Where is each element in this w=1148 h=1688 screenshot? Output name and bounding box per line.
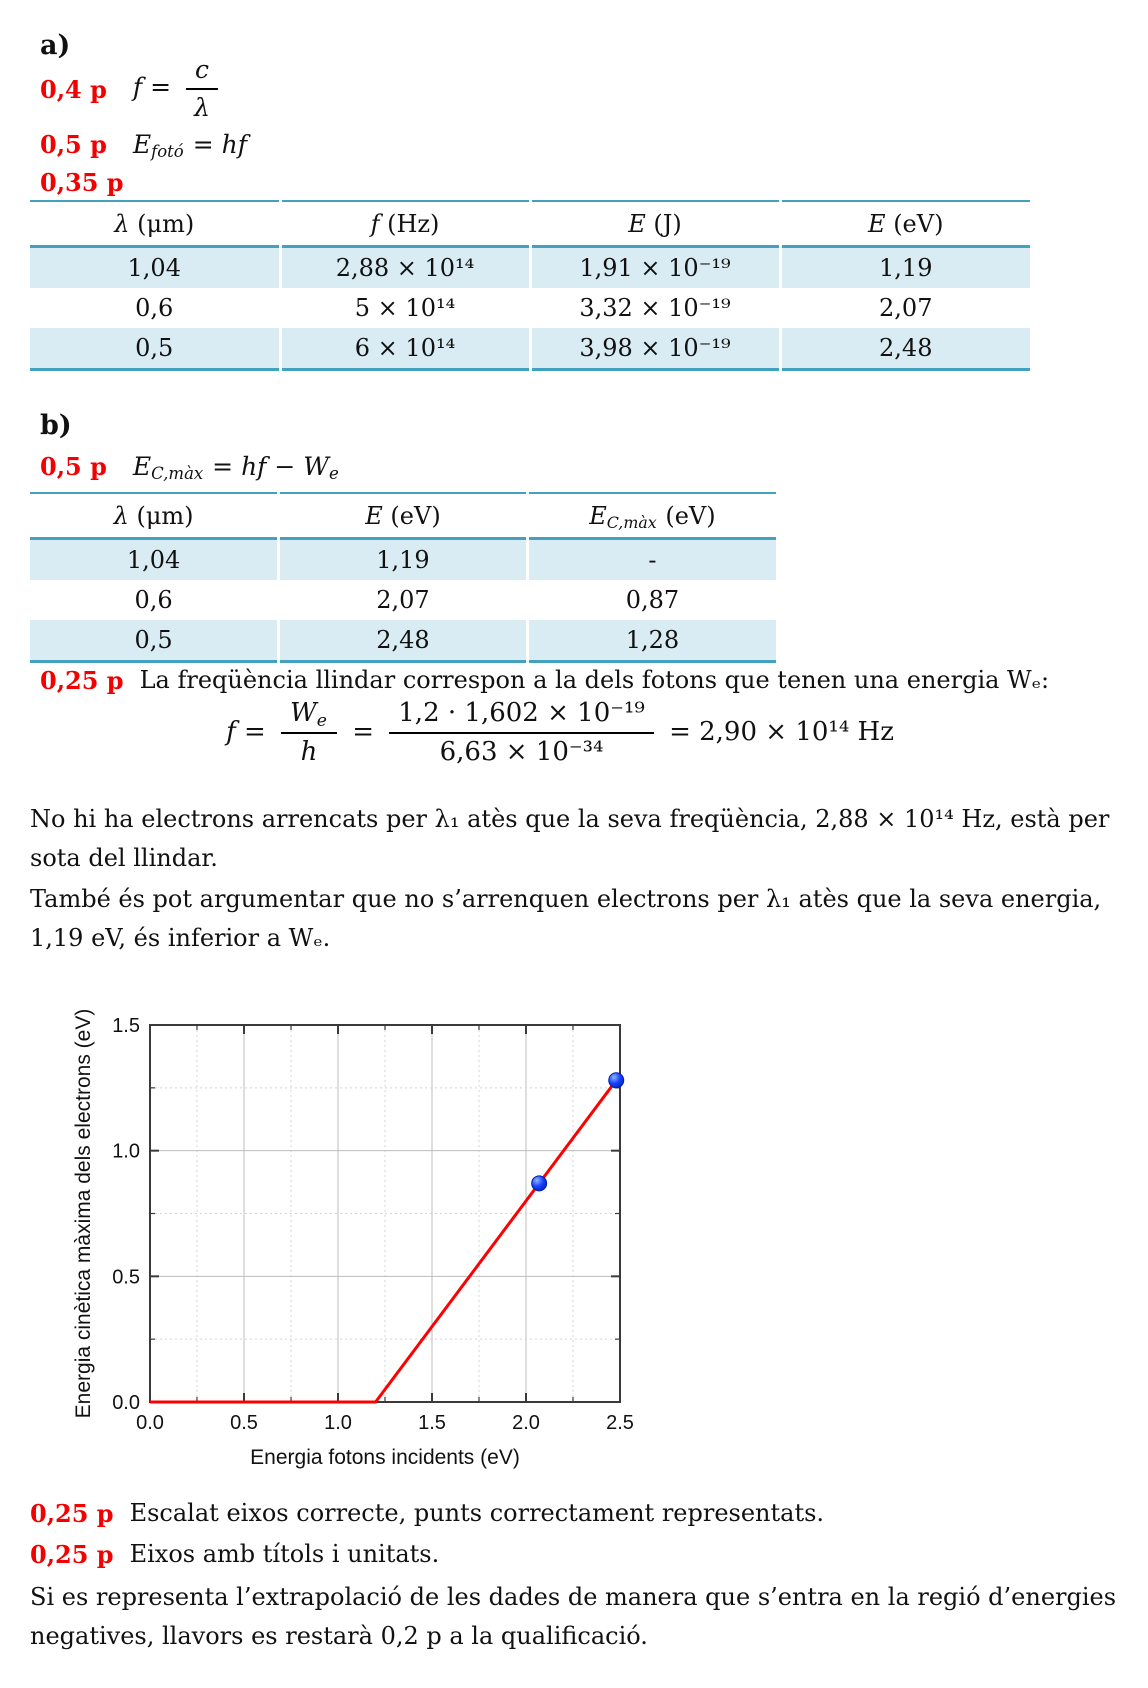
formula-text: λ: [194, 93, 210, 122]
table-cell: 2,07: [279, 580, 528, 620]
formula-text: W: [303, 451, 329, 481]
formula-text: f: [370, 209, 380, 238]
gridlines: [150, 1025, 620, 1402]
y-tick-label: 1.0: [112, 1140, 140, 1163]
score-badge: 0,4 p: [40, 74, 107, 104]
section-b-heading: b): [40, 410, 72, 441]
threshold-text: La freqüència llindar correspon a la dels fotons que tenen una energia Wₑ:: [139, 666, 1050, 694]
subscript: fotó: [151, 142, 184, 162]
formula-text: (eV): [382, 501, 441, 530]
footer-score-line-1: [30, 1495, 824, 1531]
photoelectric-chart: [70, 935, 650, 1480]
score-badge: 0,25 p: [30, 1498, 114, 1528]
table-cell: 2,07: [780, 288, 1030, 328]
formula-text: (μm): [129, 209, 195, 238]
formula-text: E: [132, 451, 152, 481]
table-cell: 2,48: [780, 328, 1030, 370]
chart-svg: [70, 935, 650, 1480]
formula-kinetic-energy: [132, 451, 340, 484]
x-axis-label: Energia fotons incidents (eV): [250, 1446, 520, 1469]
score-badge: 0,35 p: [40, 167, 124, 197]
results-table-a: [30, 200, 1030, 371]
threshold-line: [40, 662, 1049, 698]
formula-text: λ: [114, 209, 130, 238]
formula-photon-energy: [132, 129, 247, 162]
formula-text: =: [204, 451, 242, 481]
data-point: [609, 1073, 624, 1088]
x-tick-label: 0.5: [230, 1412, 258, 1434]
table-cell: 2,48: [279, 620, 528, 662]
data-line: [150, 1080, 616, 1402]
x-tick-label: 2.0: [512, 1412, 540, 1434]
x-tick-label: 0.0: [136, 1412, 164, 1434]
x-tick-label: 1.0: [324, 1412, 352, 1434]
table-header-row: [30, 201, 1030, 247]
formula-text: f: [226, 717, 236, 748]
table-cell: 0,5: [134, 626, 173, 654]
formula-text: (eV): [657, 501, 716, 530]
subscript: C,màx: [606, 512, 657, 532]
table-cell: 3,98 × 10⁻¹⁹: [530, 328, 780, 370]
formula-text: E: [868, 209, 886, 238]
table-row: [30, 288, 1030, 328]
score-line-a2: [40, 124, 247, 164]
fraction: [281, 698, 337, 768]
table-header-cell: [30, 201, 280, 247]
subscript: e: [316, 710, 327, 731]
table-cell: 0,5: [135, 334, 174, 362]
table-cell: 5 × 10¹⁴: [280, 288, 530, 328]
table-cell: 1,04: [126, 546, 181, 574]
table-row: [30, 580, 776, 620]
formula-text: =: [142, 72, 179, 102]
table-cell: 1,28: [527, 620, 776, 662]
table-row: [30, 247, 1030, 289]
formula-text: (Hz): [379, 209, 440, 238]
subscript: e: [328, 464, 339, 484]
formula-text: hf: [221, 129, 247, 159]
score-badge: 0,5 p: [40, 129, 107, 159]
subscript: C,màx: [151, 464, 204, 484]
formula-text: =: [235, 717, 275, 748]
y-tick-label: 0.0: [112, 1392, 140, 1414]
score-line-a3: [40, 164, 150, 200]
y-axis-label: Energia cinètica màxima dels electrons (eV): [72, 1008, 95, 1419]
formula-text: E: [628, 209, 646, 238]
fraction: [186, 55, 218, 123]
table-header-cell: [780, 201, 1030, 247]
formula-text: λ: [113, 501, 129, 530]
paragraph-no-electrons: No hi ha electrons arrencats per λ₁ atès que la seva freqüència, 2,88 × 10¹⁴ Hz, està per sota del llindar.: [30, 805, 1110, 872]
y-tick-label: 1.5: [112, 1015, 140, 1037]
formula-text: (J): [645, 209, 682, 238]
table-header-cell: [279, 493, 528, 539]
formula-text: (eV): [885, 209, 944, 238]
y-tick-label: 0.5: [112, 1266, 140, 1289]
table-cell: 0,6: [135, 294, 174, 322]
table-row: [30, 539, 776, 581]
formula-frequency: [133, 55, 225, 123]
score-badge: 0,25 p: [30, 1539, 114, 1569]
table-header-cell: [527, 493, 776, 539]
table-header-cell: [30, 493, 279, 539]
x-tick-label: 1.5: [418, 1412, 446, 1434]
score-line-a1: [40, 56, 225, 122]
fraction: [389, 698, 654, 768]
table-cell: 1,04: [127, 254, 181, 282]
formula-text: f: [132, 72, 143, 102]
formula-text: E: [589, 501, 607, 530]
score-badge: 0,25 p: [40, 665, 124, 695]
table-cell: 6 × 10¹⁴: [280, 328, 530, 370]
formula-text: −: [266, 451, 304, 481]
footer-text-2: Eixos amb títols i unitats.: [129, 1540, 440, 1568]
table-header-cell: [280, 201, 530, 247]
footer-text-1: Escalat eixos correcte, punts correctament representats.: [129, 1499, 825, 1527]
formula-text: 6,63 × 10⁻³⁴: [439, 737, 604, 768]
results-table-b: [30, 492, 776, 663]
formula-text: h: [300, 737, 318, 768]
footer-note: Si es representa l’extrapolació de les dades de manera que s’entra en la regió d’energies negatives, llavors es restarà 0,2 p a la qualificació.: [30, 1583, 1117, 1650]
table-cell: 3,32 × 10⁻¹⁹: [530, 288, 780, 328]
formula-text: = 2,90 × 10¹⁴ Hz: [660, 717, 894, 748]
formula-text: =: [343, 717, 383, 748]
table-cell: 1,91 × 10⁻¹⁹: [530, 247, 780, 289]
footer-score-line-2: [30, 1536, 439, 1572]
table-cell: 1,19: [279, 539, 528, 581]
table-cell: -: [527, 539, 776, 581]
table-cell: 1,19: [780, 247, 1030, 289]
score-badge: 0,5 p: [40, 451, 107, 481]
formula-threshold-frequency: [30, 698, 1090, 768]
table-cell: 0,6: [134, 586, 173, 614]
table-header-row: [30, 493, 776, 539]
section-a-heading: a): [40, 30, 71, 61]
x-tick-label: 2.5: [606, 1412, 634, 1434]
formula-text: c: [195, 55, 210, 84]
formula-text: 1,2 · 1,602 × 10⁻¹⁹: [398, 698, 645, 728]
table-cell: 2,88 × 10¹⁴: [280, 247, 530, 289]
table-header-cell: [530, 201, 780, 247]
formula-text: =: [184, 129, 222, 159]
table-row: [30, 620, 776, 662]
paragraph-also-argued: També és pot argumentar que no s’arrenquen electrons per λ₁ atès que la seva energia, 1,19 eV, és inferior a Wₑ.: [30, 885, 1102, 952]
table-row: [30, 328, 1030, 370]
formula-text: hf: [241, 451, 267, 481]
formula-text: E: [132, 129, 152, 159]
formula-text: (μm): [128, 501, 194, 530]
formula-text: E: [365, 501, 383, 530]
formula-text: W: [290, 698, 317, 728]
score-line-b1: [40, 446, 340, 486]
table-cell: 0,87: [527, 580, 776, 620]
data-point: [532, 1176, 547, 1191]
